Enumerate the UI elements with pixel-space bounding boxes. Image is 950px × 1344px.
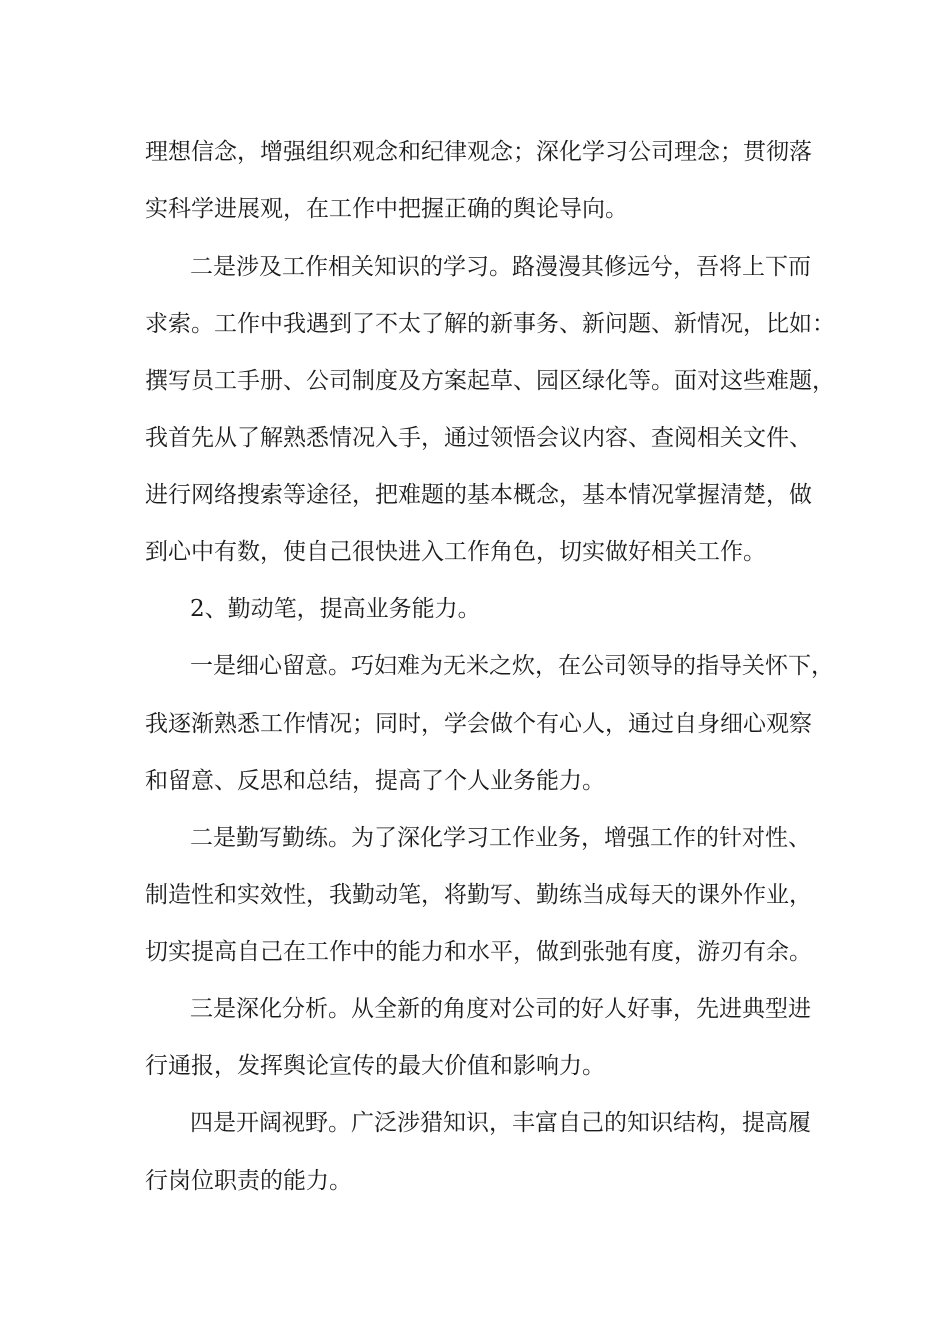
text-line: 到心中有数，使自己很快进入工作角色，切实做好相关工作。 (145, 539, 766, 565)
text-line: 实科学进展观，在工作中把握正确的舆论导向。 (145, 196, 628, 222)
paragraph-start-line: 二是涉及工作相关知识的学习。路漫漫其修远兮，吾将上下而 (190, 254, 811, 280)
text-line: 求索。工作中我遇到了不太了解的新事务、新问题、新情况，比如： (145, 311, 835, 337)
section-heading: 2、勤动笔，提高业务能力。 (190, 596, 481, 622)
text-line: 进行网络搜索等途径，把难题的基本概念，基本情况掌握清楚，做 (145, 482, 812, 508)
text-line: 行通报，发挥舆论宣传的最大价值和影响力。 (145, 1053, 605, 1079)
text-line: 行岗位职责的能力。 (145, 1168, 352, 1194)
paragraph-start-line: 四是开阔视野。广泛涉猎知识，丰富自己的知识结构，提高履 (190, 1110, 811, 1136)
text-line: 和留意、反思和总结，提高了个人业务能力。 (145, 768, 605, 794)
text-line: 制造性和实效性，我勤动笔，将勤写、勤练当成每天的课外作业， (145, 882, 812, 908)
text-line: 撰写员工手册、公司制度及方案起草、园区绿化等。面对这些难题， (145, 368, 835, 394)
text-line: 理想信念，增强组织观念和纪律观念；深化学习公司理念；贯彻落 (145, 139, 812, 165)
text-line: 我首先从了解熟悉情况入手，通过领悟会议内容、查阅相关文件、 (145, 425, 812, 451)
text-line: 切实提高自己在工作中的能力和水平，做到张弛有度，游刃有余。 (145, 939, 812, 965)
paragraph-start-line: 二是勤写勤练。为了深化学习工作业务，增强工作的针对性、 (190, 825, 811, 851)
text-line: 我逐渐熟悉工作情况；同时，学会做个有心人，通过自身细心观察 (145, 711, 812, 737)
paragraph-start-line: 三是深化分析。从全新的角度对公司的好人好事，先进典型进 (190, 996, 811, 1022)
paragraph-start-line: 一是细心留意。巧妇难为无米之炊，在公司领导的指导关怀下， (190, 653, 834, 679)
